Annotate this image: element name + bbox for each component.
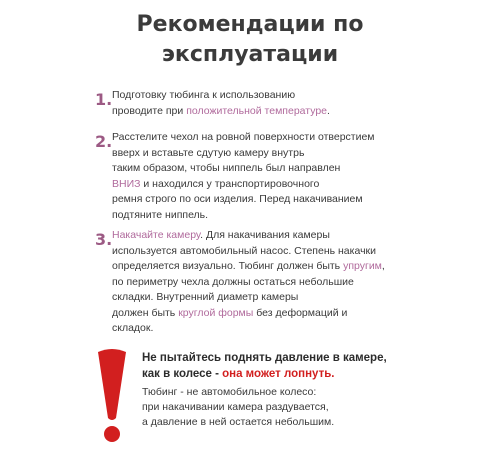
title-line-1: Рекомендации по [136, 12, 364, 37]
warning-title-line: как в колесе - она может лопнуть. [142, 368, 335, 380]
exclamation-icon [94, 348, 130, 444]
warning-text-line: Тюбинг - не автомобильное колесо: [142, 386, 317, 398]
step-2-text [112, 130, 382, 223]
step-2-line: ремня строго по оси изделия. Перед накачиванием [112, 193, 363, 205]
down-highlight: ВНИЗ [112, 177, 141, 190]
step-3-line: складок. [112, 322, 154, 334]
step-1-line: проводите при положительной температуре. [112, 104, 330, 117]
step-2-line: Расстелите чехол на ровной поверхности отверстием [112, 131, 375, 143]
positive-temperature-highlight: положительной температуре [186, 104, 327, 117]
step-2-number: 2. [95, 132, 113, 151]
step-3-line: Накачайте камеру. Для накачивания камеры [112, 229, 330, 241]
warning-text-line: а давление в ней остается небольшим. [142, 416, 335, 428]
warning-title [142, 350, 422, 382]
inflate-chamber-highlight: Накачайте камеру [112, 229, 201, 241]
page-title [0, 10, 500, 70]
warning-emphasis: она может лопнуть. [222, 368, 335, 380]
step-3-line: по периметру чехла должны остаться небольшие [112, 275, 354, 288]
step-1-text [112, 88, 382, 119]
warning-title-line: Не пытайтесь поднять давление в камере, [142, 352, 387, 364]
step-1-number: 1. [95, 90, 113, 109]
warning-text-line: при накачивании камера раздувается, [142, 401, 329, 413]
step-3-text [112, 228, 385, 337]
step-2-line: подтяните ниппель. [112, 208, 209, 221]
step-2-line: таким образом, чтобы ниппель был направлен [112, 162, 341, 174]
warning-text [142, 385, 402, 430]
step-3-line: складки. Внутренний диаметр камеры [112, 291, 299, 303]
step-3-line: должен быть круглой формы без деформаций и [112, 306, 348, 319]
step-3-line: используется автомобильный насос. Степень накачки [112, 244, 377, 257]
step-2-line: ВНИЗ и находился у транспортировочного [112, 177, 320, 190]
title-line-2: эксплуатации [161, 42, 339, 67]
round-shape-highlight: круглой формы [178, 306, 254, 319]
step-3-number: 3. [95, 230, 113, 249]
step-1-line: Подготовку тюбинга к использованию [112, 89, 296, 101]
step-3-line: определяется визуально. Тюбинг должен быть упругим, [112, 260, 385, 272]
step-2-line: вверх и вставьте сдутую камеру внутрь [112, 146, 305, 159]
elastic-highlight: упругим [343, 260, 382, 272]
